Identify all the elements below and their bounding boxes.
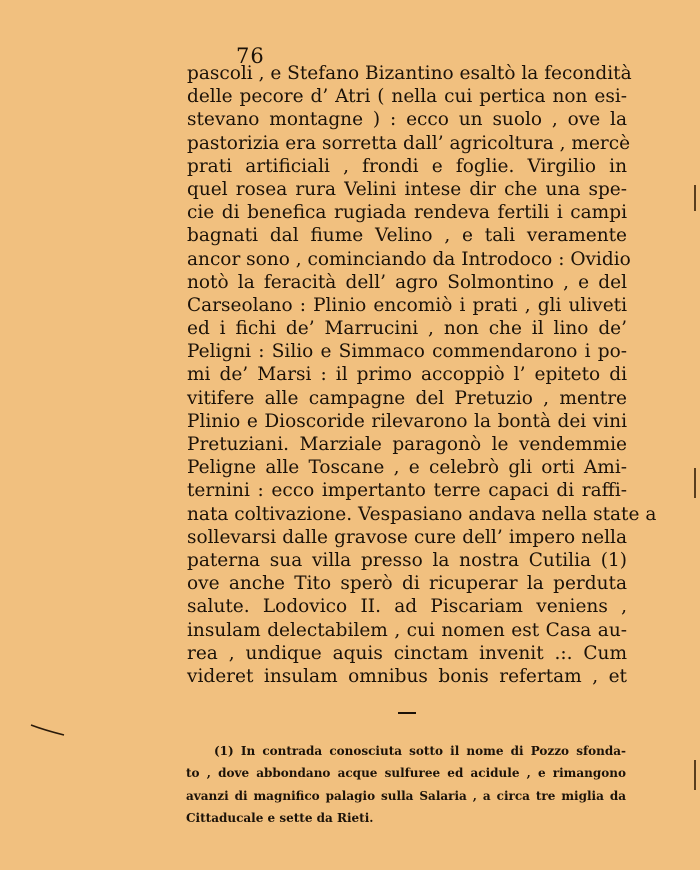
footnote: [186, 740, 626, 829]
margin-tick: [694, 185, 696, 211]
text-line: Pretuziani. Marziale paragonò le vendemmie: [187, 434, 627, 455]
footnote-separator: [398, 712, 416, 714]
footnote-line: (1) In contrada conosciuta sotto il nome di Pozzo sfonda-: [214, 744, 626, 758]
text-line: vitifere alle campagne del Pretuzio , mentre: [187, 387, 627, 409]
main-text: [187, 62, 657, 688]
text-line: rea , undique aquis cinctam invenit .:. Cum: [187, 642, 627, 664]
text-line: Plinio e Dioscoride rilevarono la bontà dei vini: [187, 410, 627, 432]
text-line: ternini : ecco impertanto terre capaci di raffi-: [187, 480, 627, 502]
text-line: prati artificiali , frondi e foglie. Virgilio in: [187, 155, 627, 177]
text-line: stevano montagne ) : ecco un suolo , ove la: [187, 109, 627, 131]
text-line: pascoli , e Stefano Bizantino esaltò la fecondità: [187, 63, 632, 84]
text-line: pastorizia era sorretta dall’ agricoltura , mercè: [187, 132, 631, 154]
text-line: ed i fichi de’ Marrucini , non che il lino de’: [187, 318, 627, 340]
footnote-line: avanzi di magnifico palagio sulla Salaria , a circa tre miglia da: [186, 788, 626, 803]
text-line: insulam delectabilem , cui nomen est Casa au-: [187, 619, 627, 641]
text-line: sollevarsi dalle gravose cure dell’ impero nella: [187, 526, 627, 548]
text-line: Carseolano : Plinio encomiò i prati , gli uliveti: [187, 294, 627, 316]
text-line: videret insulam omnibus bonis refertam , et: [187, 665, 627, 687]
text-line: salute. Lodovico II. ad Piscariam veniens ,: [187, 596, 627, 618]
footnote-line: Cittaducale e sette da Rieti.: [186, 810, 374, 825]
text-line: cie di benefica rugiada rendeva fertili i campi: [187, 202, 627, 224]
margin-tick: [694, 468, 696, 498]
text-line: bagnati dal fiume Velino , e tali veramente: [187, 225, 627, 247]
text-line: ancor sono , cominciando da Introdoco : Ovidio: [187, 248, 631, 270]
text-line: Peligni : Silio e Simmaco commendarono i po-: [187, 341, 627, 363]
margin-stroke: [30, 722, 66, 738]
text-line: quel rosea rura Velini intese dir che una spe-: [187, 178, 627, 200]
text-line: delle pecore d’ Atri ( nella cui pertica non esi-: [187, 86, 627, 108]
text-line: nata coltivazione. Vespasiano andava nella state a: [187, 503, 657, 525]
margin-tick: [694, 760, 696, 790]
footnote-line: to , dove abbondano acque sulfuree ed acidule , e rimangono: [186, 766, 626, 781]
text-line: paterna sua villa presso la nostra Cutilia (1): [187, 549, 627, 571]
text-line: notò la feracità dell’ agro Solmontino , e del: [187, 271, 627, 293]
text-line: ove anche Tito sperò di ricuperar la perduta: [187, 573, 627, 595]
text-line: mi de’ Marsi : il primo accoppiò l’ epiteto di: [187, 364, 627, 386]
text-line: Peligne alle Toscane , e celebrò gli orti Ami-: [187, 457, 627, 479]
page-number: 76: [236, 44, 265, 68]
